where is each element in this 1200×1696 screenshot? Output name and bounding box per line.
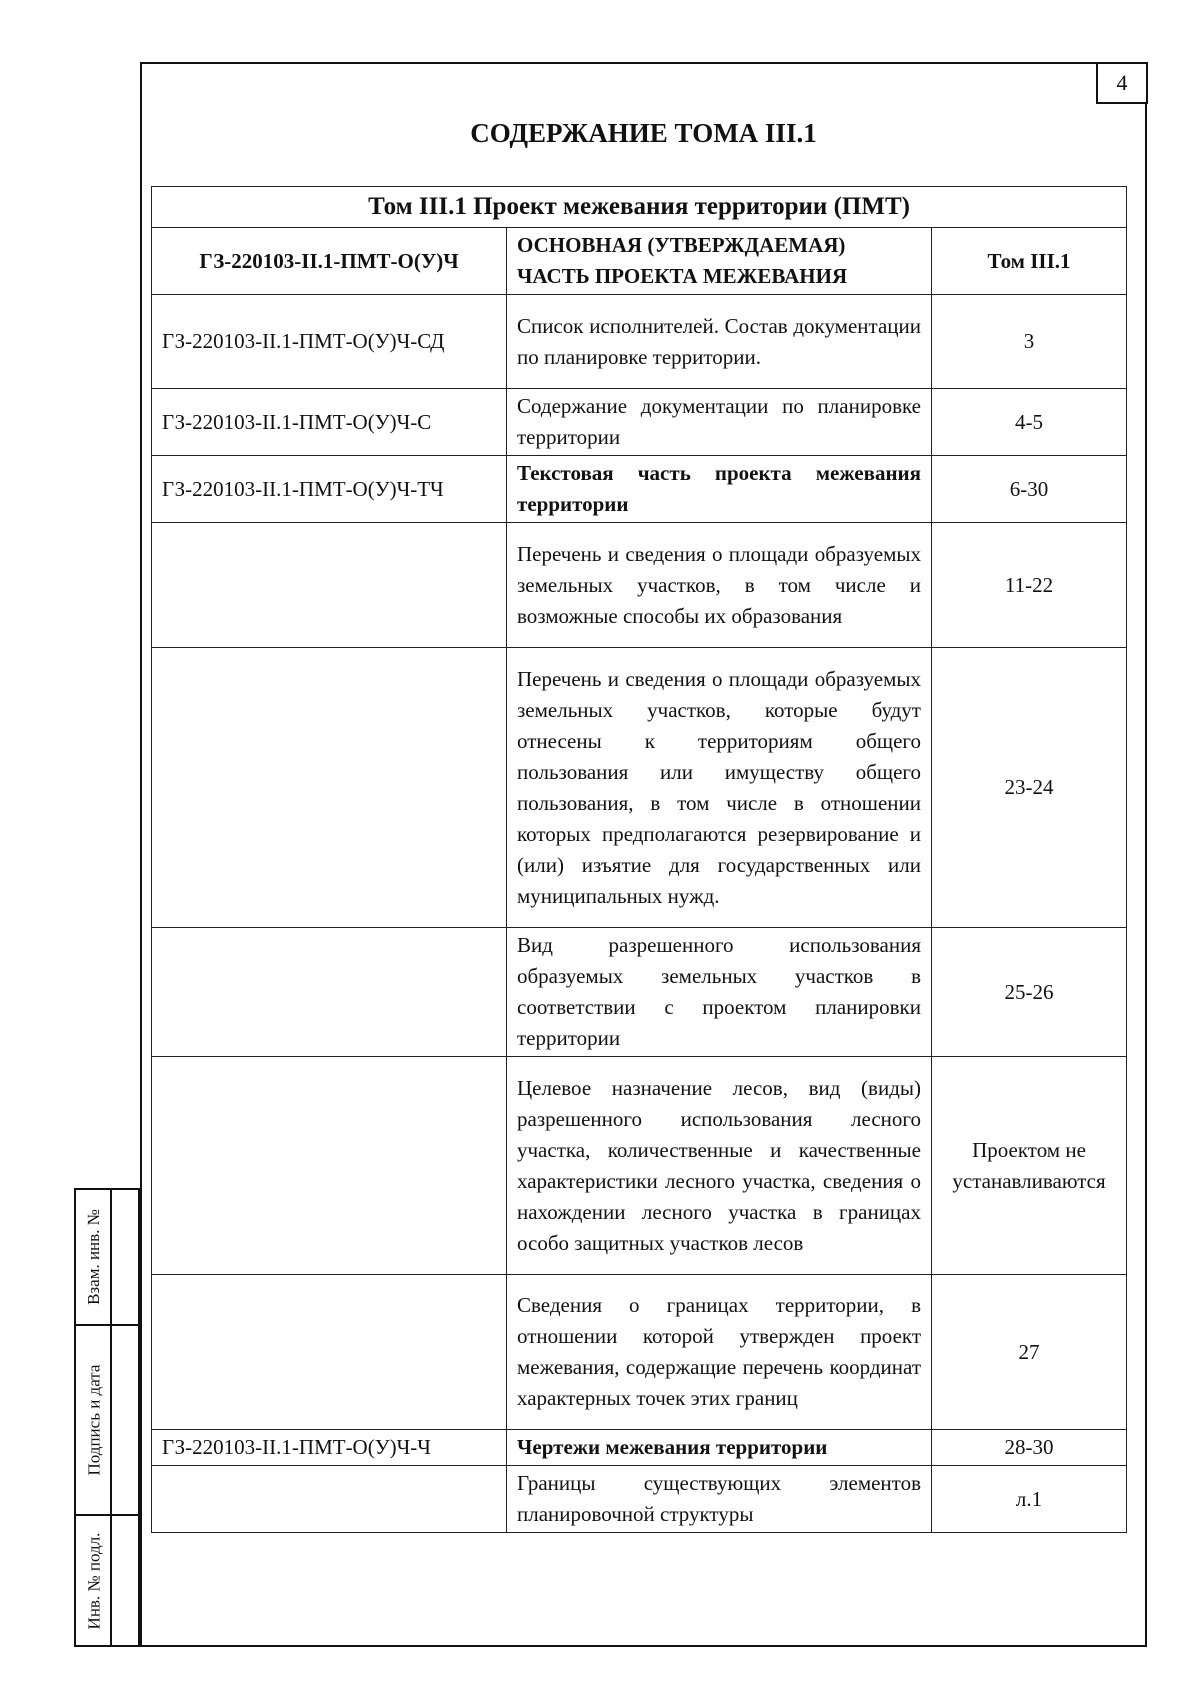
row-pages: 3	[932, 295, 1127, 389]
table-row	[152, 1057, 1127, 1275]
row-pages: 11-22	[932, 523, 1127, 648]
row-desc: Перечень и сведения о площади образуемых земельных участков, которые будут отнесены к территориям общего пользования или имуществу общего пользования, в том числе в отношении которых предполагаются резервирование и (или) изъятие для государственных или муниципальных нужд.	[507, 648, 932, 928]
row-desc: Перечень и сведения о площади образуемых земельных участков, в том числе и возможные способы их образования	[507, 523, 932, 648]
row-code: ГЗ-220103-II.1-ПМТ-О(У)Ч-С	[152, 389, 507, 456]
stamp-vzam-label: Взам. инв. №	[84, 1209, 103, 1305]
table-row	[152, 1430, 1127, 1466]
row-pages: 4-5	[932, 389, 1127, 456]
header-desc: ОСНОВНАЯ (УТВЕРЖДАЕМАЯ) ЧАСТЬ ПРОЕКТА МЕЖЕВАНИЯ	[507, 228, 932, 295]
row-code	[152, 928, 507, 1057]
table-row	[152, 1466, 1127, 1533]
stamp-inv-label: Инв. № подл.	[84, 1532, 103, 1629]
row-desc: Чертежи межевания территории	[507, 1430, 932, 1466]
row-pages: л.1	[932, 1466, 1127, 1533]
table-row	[152, 648, 1127, 928]
row-pages: Проектом не устанавливаются	[932, 1057, 1127, 1275]
table-row	[152, 1275, 1127, 1430]
row-code: ГЗ-220103-II.1-ПМТ-О(У)Ч-Ч	[152, 1430, 507, 1466]
row-desc: Границы существующих элементов планировочной структуры	[507, 1466, 932, 1533]
table-row	[152, 456, 1127, 523]
row-pages: 6-30	[932, 456, 1127, 523]
header-vol: Том III.1	[932, 228, 1127, 295]
stamp-podpis	[74, 1324, 140, 1516]
row-desc: Целевое назначение лесов, вид (виды) разрешенного использования лесного участка, количественные и качественные характеристики лесного участка, сведения о нахождении лесного участка в границах особо защитных участков лесов	[507, 1057, 932, 1275]
row-code	[152, 1466, 507, 1533]
table-header-row	[152, 228, 1127, 295]
page-number: 4	[1096, 62, 1148, 104]
table-row	[152, 295, 1127, 389]
table-row	[152, 389, 1127, 456]
stamp-inv	[74, 1514, 140, 1647]
row-code	[152, 648, 507, 928]
contents-table	[151, 186, 1127, 1533]
row-desc: Текстовая часть проекта межевания территории	[507, 456, 932, 523]
page-title: СОДЕРЖАНИЕ ТОМА III.1	[470, 118, 817, 148]
row-code	[152, 1275, 507, 1430]
table-row	[152, 523, 1127, 648]
row-pages: 28-30	[932, 1430, 1127, 1466]
row-code: ГЗ-220103-II.1-ПМТ-О(У)Ч-ТЧ	[152, 456, 507, 523]
header-code: ГЗ-220103-II.1-ПМТ-О(У)Ч	[152, 228, 507, 295]
row-code: ГЗ-220103-II.1-ПМТ-О(У)Ч-СД	[152, 295, 507, 389]
row-pages: 25-26	[932, 928, 1127, 1057]
row-pages: 23-24	[932, 648, 1127, 928]
row-desc: Содержание документации по планировке территории	[507, 389, 932, 456]
row-code	[152, 1057, 507, 1275]
row-pages: 27	[932, 1275, 1127, 1430]
row-desc: Сведения о границах территории, в отношении которой утвержден проект межевания, содержащие перечень координат характерных точек этих границ	[507, 1275, 932, 1430]
row-desc: Вид разрешенного использования образуемых земельных участков в соответствии с проектом планировки территории	[507, 928, 932, 1057]
table-caption: Том III.1 Проект межевания территории (ПМТ)	[152, 187, 1127, 228]
stamp-podpis-label: Подпись и дата	[84, 1364, 103, 1476]
table-caption-row	[152, 187, 1127, 228]
stamp-vzam	[74, 1188, 140, 1326]
row-desc: Список исполнителей. Состав документации по планировке территории.	[507, 295, 932, 389]
table-row	[152, 928, 1127, 1057]
row-code	[152, 523, 507, 648]
